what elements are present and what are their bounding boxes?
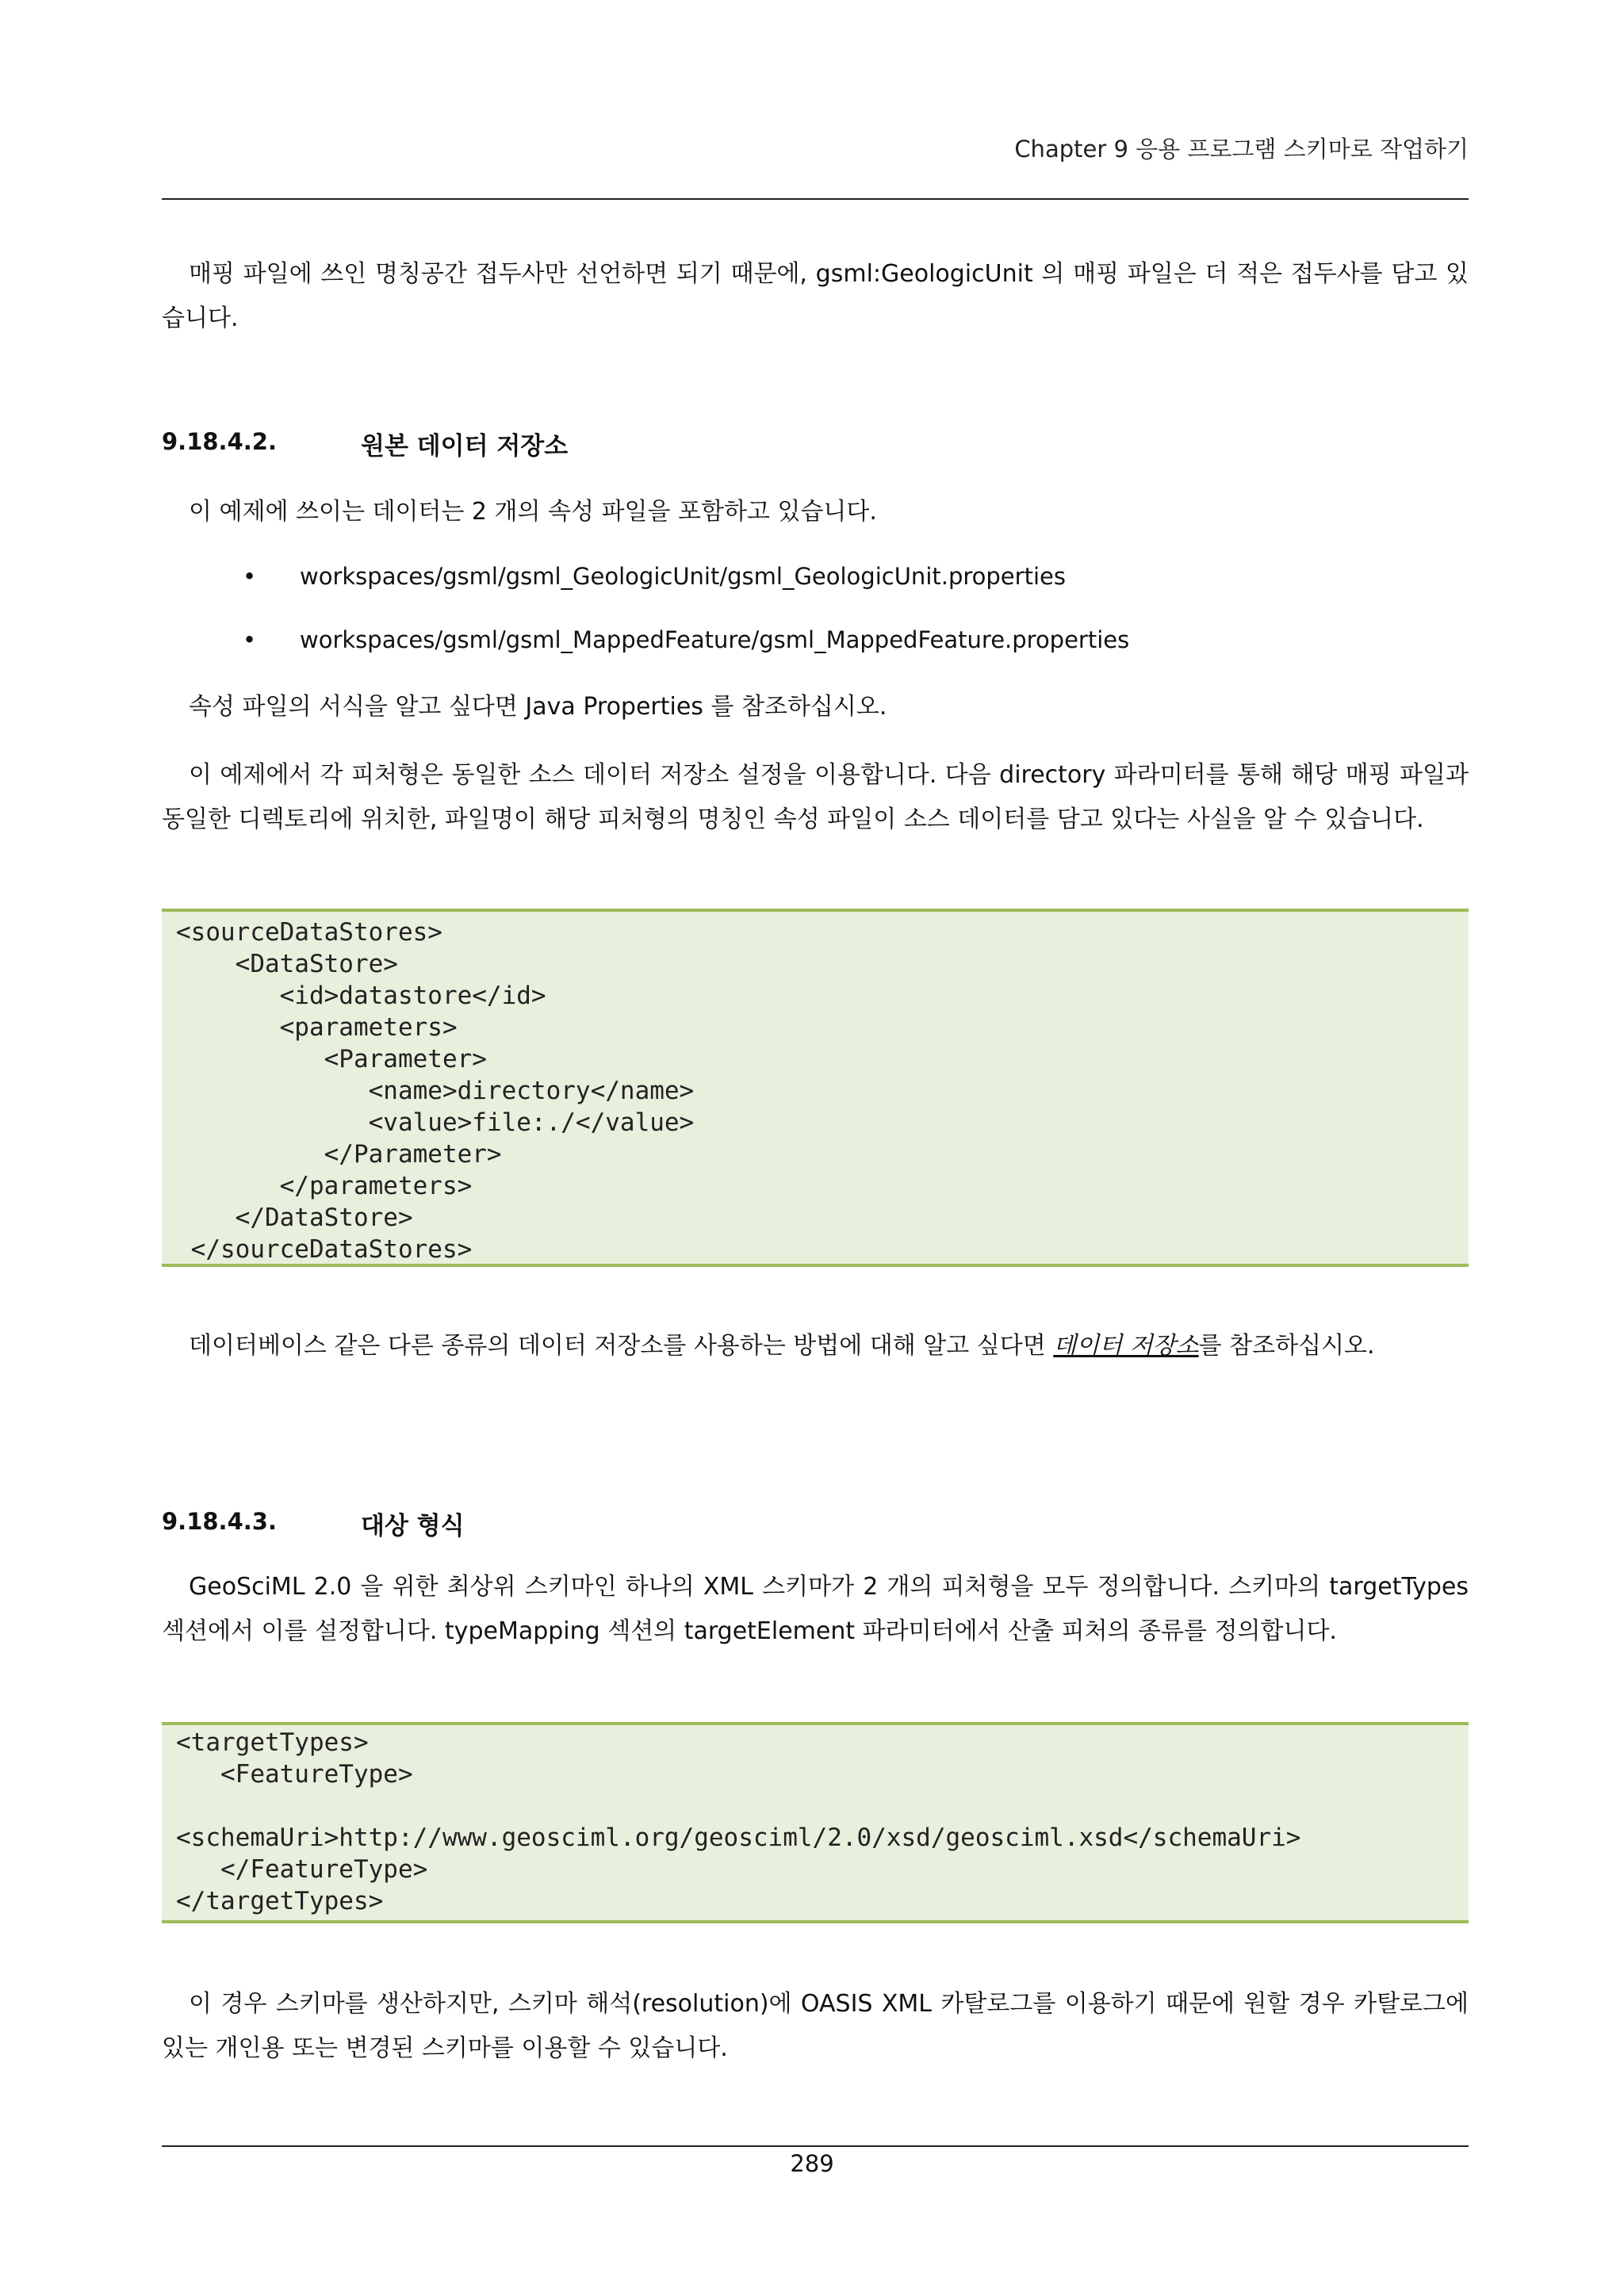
header-rule — [162, 198, 1469, 200]
code-block-target-types — [162, 1722, 1469, 1923]
bullet-item: workspaces/gsml/gsml_GeologicUnit/gsml_GeologicUnit.properties — [300, 563, 1066, 590]
bullet-marker: • — [243, 626, 257, 653]
section-title: 원본 데이터 저장소 — [361, 432, 569, 461]
footer-rule — [162, 2145, 1469, 2147]
code-line: </sourceDataStores> — [176, 1235, 473, 1264]
code-line: </DataStore> — [176, 1203, 413, 1232]
section-number: 9.18.4.2. — [162, 428, 277, 455]
code-line: <sourceDataStores> — [176, 918, 442, 947]
intro-paragraph: 매핑 파일에 쓰인 명칭공간 접두사만 선언하면 되기 때문에, gsml:GeologicUnit 의 매핑 파일은 더 적은 접두사를 담고 있습니다. — [162, 260, 1469, 332]
code-line: <value>file:./</value> — [176, 1108, 695, 1137]
properties-note: 속성 파일의 서식을 알고 싶다면 Java Properties 를 참조하십시오. — [189, 693, 887, 721]
section-number: 9.18.4.3. — [162, 1508, 277, 1535]
code-line: </Parameter> — [176, 1140, 502, 1169]
datastore-reference-paragraph: 데이터베이스 같은 다른 종류의 데이터 저장소를 사용하는 방법에 대해 알고 싶다면 데이터 저장소를 참조하십시오. — [189, 1332, 1375, 1360]
running-header: Chapter 9 응용 프로그램 스키마로 작업하기 — [1014, 136, 1469, 163]
code-line: <targetTypes> — [176, 1728, 369, 1757]
section-lead: 이 예제에 쓰이는 데이터는 2 개의 속성 파일을 포함하고 있습니다. — [189, 498, 877, 526]
target-types-paragraph: GeoSciML 2.0 을 위한 최상위 스키마인 하나의 XML 스키마가 2 개의 피처형을 모두 정의합니다. 스키마의 targetTypes 섹션에서 이를 설정합니다. typeMapping 섹션의 targetElement 파라미터에서 산출 피처의 종류를 정의합니다. — [162, 1573, 1469, 1645]
closing-paragraph: 이 경우 스키마를 생산하지만, 스키마 해석(resolution)에 OASIS XML 카탈로그를 이용하기 때문에 원할 경우 카탈로그에 있는 개인용 또는 변경된 스키마를 이용할 수 있습니다. — [162, 1990, 1469, 2062]
code-line: </parameters> — [176, 1172, 473, 1200]
code-block-datastore — [162, 909, 1469, 1267]
code-line: </targetTypes> — [176, 1887, 384, 1915]
page-number: 289 — [790, 2150, 834, 2177]
code-line: <name>directory</name> — [176, 1077, 695, 1105]
code-line: <DataStore> — [176, 950, 398, 978]
code-line: <schemaUri>http://www.geosciml.org/geosciml/2.0/xsd/geosciml.xsd</schemaUri> — [176, 1823, 1301, 1852]
bullet-marker: • — [243, 563, 257, 590]
code-line: </FeatureType> — [176, 1855, 428, 1884]
bullet-item: workspaces/gsml/gsml_MappedFeature/gsml_MappedFeature.properties — [300, 626, 1130, 653]
datastore-link[interactable]: 데이터 저장소 — [1053, 1332, 1199, 1360]
explain-paragraph: 이 예제에서 각 피처형은 동일한 소스 데이터 저장소 설정을 이용합니다. 다음 directory 파라미터를 통해 해당 매핑 파일과 동일한 디렉토리에 위치한, 파일명이 해당 피처형의 명칭인 속성 파일이 소스 데이터를 담고 있다는 사실을 알 수 있습니다. — [162, 761, 1469, 833]
section-title: 대상 형식 — [361, 1512, 465, 1540]
code-line: <Parameter> — [176, 1045, 487, 1073]
code-line: <parameters> — [176, 1013, 458, 1042]
code-line: <id>datastore</id> — [176, 982, 546, 1010]
code-line: <FeatureType> — [176, 1760, 413, 1789]
